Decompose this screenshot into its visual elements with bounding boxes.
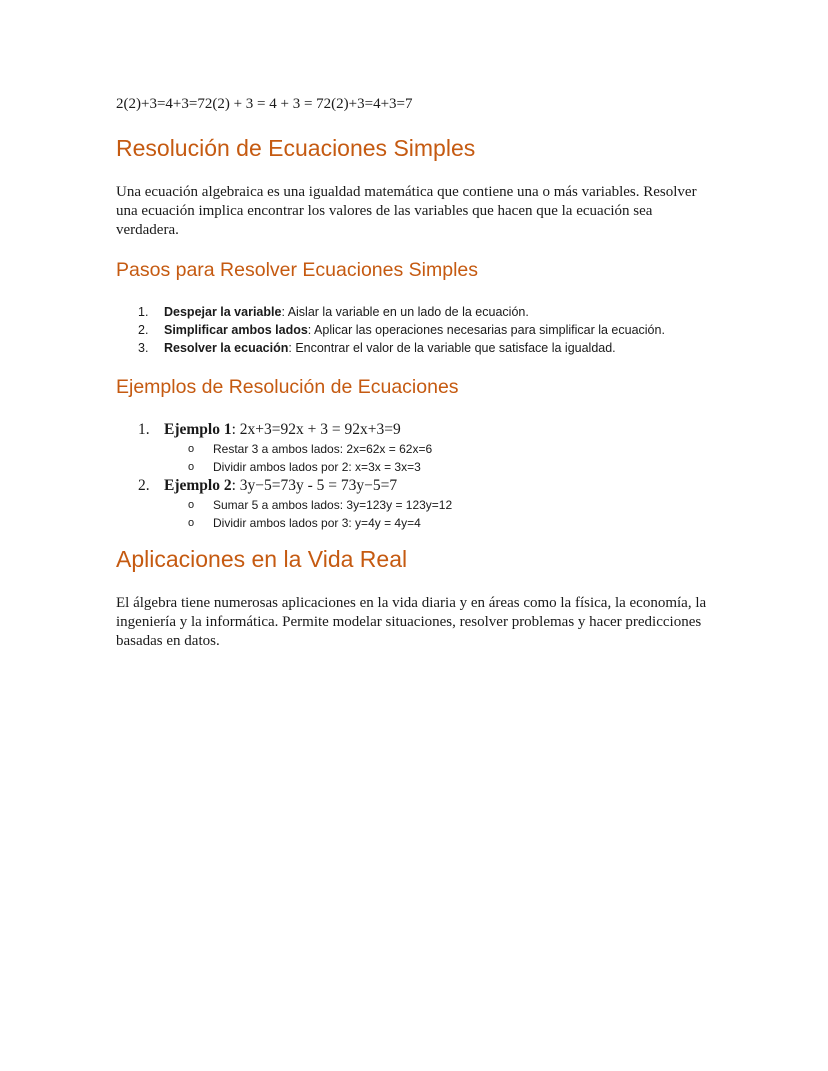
example-term: Ejemplo 2 [164, 477, 232, 494]
bullet-icon: o [188, 461, 195, 473]
bullet-icon: o [188, 499, 195, 511]
steps-list [116, 303, 665, 357]
applications-paragraph: El álgebra tiene numerosas aplicaciones en la vida diaria y en áreas como la física, la economía, la ingeniería y la informática. Permite modelar situaciones, resolver problemas y hacer predicciones basadas en datos. [116, 595, 707, 649]
step-text: : Aplicar las operaciones necesarias para simplificar la ecuación. [307, 323, 665, 337]
step-term: Resolver la ecuación [164, 341, 289, 355]
intro-paragraph: Una ecuación algebraica es una igualdad matemática que contiene una o más variables. Resolver una ecuación implica encontrar los valores de las variables que hacen que la ecuación sea verdadera. [116, 184, 697, 238]
examples-list [116, 420, 716, 532]
example-heading: 2. Ejemplo 2: 3y−5=73y - 5 = 73y−5=7 [138, 477, 398, 494]
step-text: : Encontrar el valor de la variable que satisface la igualdad. [288, 341, 616, 355]
example-sub-item: o Dividir ambos lados por 3: y=4y = 4y=4 [188, 516, 421, 530]
example-sub-item: o Dividir ambos lados por 2: x=3x = 3x=3 [188, 460, 421, 474]
step-term: Simplificar ambos lados [164, 323, 308, 337]
example-heading: 1. Ejemplo 1: 2x+3=92x + 3 = 92x+3=9 [138, 421, 401, 438]
bullet-icon: o [188, 443, 195, 455]
list-item: 3. Resolver la ecuación: Encontrar el valor de la variable que satisface la igualdad. [138, 341, 616, 355]
step-term: Despejar la variable [164, 305, 282, 319]
example-equation: : 3y−5=73y - 5 = 73y−5=7 [231, 477, 398, 494]
top-equation: 2(2)+3=4+3=72(2) + 3 = 4 + 3 = 72(2)+3=4+3=7 [116, 96, 413, 112]
step-text: : Aislar la variable en un lado de la ecuación. [281, 305, 529, 319]
bullet-icon: o [188, 517, 195, 529]
list-item: 2. Simplificar ambos lados: Aplicar las operaciones necesarias para simplificar la ecuación. [138, 323, 665, 337]
section-title-aplicaciones: Aplicaciones en la Vida Real [116, 546, 408, 572]
list-item: 1. Despejar la variable: Aislar la variable en un lado de la ecuación. [138, 305, 529, 319]
section-title-ejemplos: Ejemplos de Resolución de Ecuaciones [116, 376, 459, 398]
section-title-resolucion: Resolución de Ecuaciones Simples [116, 135, 476, 161]
example-term: Ejemplo 1 [164, 421, 232, 438]
example-sub-item: o Sumar 5 a ambos lados: 3y=123y = 123y=12 [188, 498, 453, 512]
example-sub-item: o Restar 3 a ambos lados: 2x=62x = 62x=6 [188, 442, 433, 456]
section-title-pasos: Pasos para Resolver Ecuaciones Simples [116, 259, 479, 281]
example-equation: : 2x+3=92x + 3 = 92x+3=9 [231, 421, 401, 438]
